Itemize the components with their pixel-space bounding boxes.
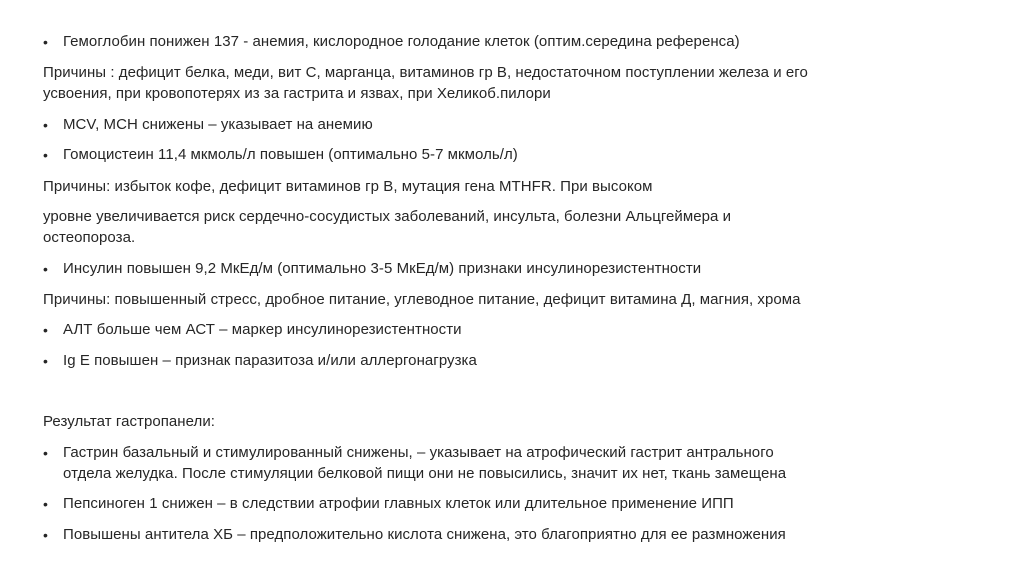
bullet-marker: • [43,445,48,461]
paragraph-text: Причины : дефицит белка, меди, вит С, марганца, витаминов гр В, недостаточном поступлении железа и его [43,64,808,81]
bullet-text: Гемоглобин понижен 137 - анемия, кислородное голодание клеток (оптим.середина референса) [63,33,740,50]
bullet-text: Пепсиноген 1 снижен – в следствии атрофии главных клеток или длительное применение ИПП [63,495,734,512]
bullet-marker: • [43,147,48,163]
bullet-marker: • [43,117,48,133]
bullet-text: Ig E повышен – признак паразитоза и/или аллергонагрузка [63,352,477,369]
bullet-marker: • [43,322,48,338]
bullet-text: АЛТ больше чем АСТ – маркер инсулинорезистентности [63,321,462,338]
bullet-text: Инсулин повышен 9,2 МкЕд/м (оптимально 3-5 МкЕд/м) признаки инсулинорезистентности [63,260,702,277]
bullet-text: Гастрин базальный и стимулированный снижены, – указывает на атрофический гастрит антрального [63,444,774,461]
bullet-text: Повышены антитела ХБ – предположительно кислота снижена, это благоприятно для ее размножения [63,526,786,543]
paragraph-text: Причины: избыток кофе, дефицит витаминов гр В, мутация гена MTHFR. При высоком [43,178,653,195]
paragraph-text: Причины: повышенный стресс, дробное питание, углеводное питание, дефицит витамина Д, магния, хрома [43,291,801,308]
bullet-marker: • [43,527,48,543]
bullet-marker: • [43,496,48,512]
bullet-text: отдела желудка. После стимуляции белковой пищи они не повысились, значит их нет, ткань замещена [63,465,787,482]
bullet-marker: • [43,261,48,277]
section-heading: Результат гастропанели: [43,413,215,430]
bullet-text: Гомоцистеин 11,4 мкмоль/л повышен (оптимально 5-7 мкмоль/л) [63,146,518,163]
paragraph-text: остеопороза. [43,229,136,246]
paragraph-text: уровне увеличивается риск сердечно-сосудистых заболеваний, инсульта, болезни Альцгеймера и [43,208,732,225]
paragraph-text: усвоения, при кровопотерях из за гастрита и язвах, при Хеликоб.пилори [43,85,551,102]
bullet-text: MCV, MCH снижены – указывает на анемию [63,116,373,133]
bullet-marker: • [43,353,48,369]
bullet-marker: • [43,34,48,50]
